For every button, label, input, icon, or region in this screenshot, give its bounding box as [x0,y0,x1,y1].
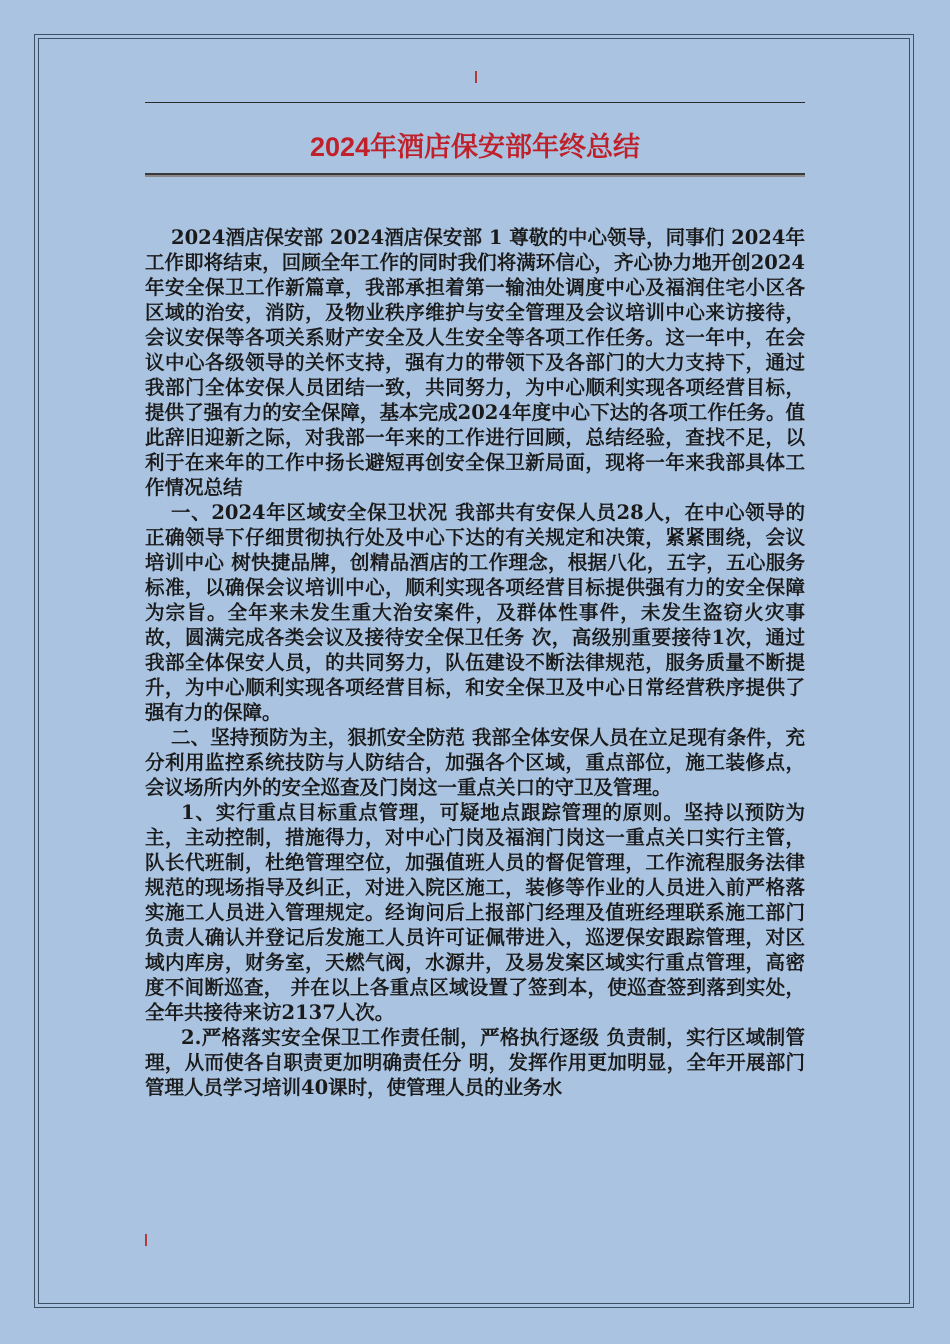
paragraph-section-2: 二、坚持预防为主，狠抓安全防范 我部全体安保人员在立足现有条件，充分利用监控系统技防与人防结合，加强各个区域，重点部位，施工装修点，会议场所内外的安全巡查及门岗这一重点关口的守卫及管理。 [145,726,805,799]
paragraph-section-1: 一、2024年区域安全保卫状况 我部共有安保人员28人，在中心领导的正确领导下仔细贯彻执行处及中心下达的有关规定和决策，紧紧围绕，会议培训中心 树快捷品牌，创精品酒店的工作理念，根据八化，五字，五心服务标准，以确保会议培训中心，顺利实现各项经营目标提供强有力的安全保障 为宗旨。全年来未发生重大治安案件，及群体性事件，未发生盗窃火灾事故，圆满完成各类会议及接待安全保卫任务 次，高级别重要接待1次，通过我部全体保安人员，的共同努力，队伍建设不断法律规范，服务质量不断提升，为中心顺利实现各项经营目标，和安全保卫及中心日常经营秩序提供了强有力的保障。 [145,501,805,724]
paragraph-item-2: 2.严格落实安全保卫工作责任制，严格执行逐级 负责制，实行区域制管理，从而使各自职责更加明确责任分 明，发挥作用更加明显，全年开展部门管理人员学习培训40课时，使管理人员的业务水 [145,1026,805,1099]
document-page [38,38,910,1304]
title-rule [145,173,805,175]
document-title: 2024年酒店保安部年终总结 [309,132,641,162]
document-body [145,225,805,1100]
paragraph-intro: 2024酒店保安部 2024酒店保安部 1 尊敬的中心领导，同事们 2024年工作即将结束，回顾全年工作的同时我们将满环信心，齐心协力地开创2024年安全保卫工作新篇章，我部承担着第一输油处调度中心及福润住宅小区各区域的治安，消防，及物业秩序维护与安全管理及会议培训中心来访接待，会议安保等各项关系财产安全及人生安全等各项工作任务。这一年中，在会议中心各级领导的关怀支持，强有力的带领下及各部门的大力支持下，通过我部门全体安保人员团结一致，共同努力，为中心顺利实现各项经营目标，提供了强有力的安全保障，基本完成2024年度中心下达的各项工作任务。值此辞旧迎新之际，对我部一年来的工作进行回顾，总结经验，查找不足，以利于在来年的工作中扬长避短再创安全保卫新局面，现将一年来我部具体工作情况总结 [145,226,805,499]
paragraph-item-1: 1、实行重点目标重点管理，可疑地点跟踪管理的原则。坚持以预防为主，主动控制，措施得力，对中心门岗及福润门岗这一重点关口实行主管，队长代班制，杜绝管理空位，加强值班人员的督促管理，工作流程服务法律规范的现场指导及纠正，对进入院区施工，装修等作业的人员进入前严格落实施工人员进入管理规定。经询问后上报部门经理及值班经理联系施工部门负责人确认并登记后发施工人员许可证佩带进入，巡逻保安跟踪管理，对区域内库房，财务室，天燃气阀，水源井，及易发案区域实行重点管理，高密度不间断巡查， 并在以上各重点区域设置了签到本，使巡查签到落到实处，全年共接待来访2137人次。 [145,801,805,1024]
header-mark [475,71,477,83]
footer-mark [145,1234,147,1246]
header-rule [145,102,805,103]
